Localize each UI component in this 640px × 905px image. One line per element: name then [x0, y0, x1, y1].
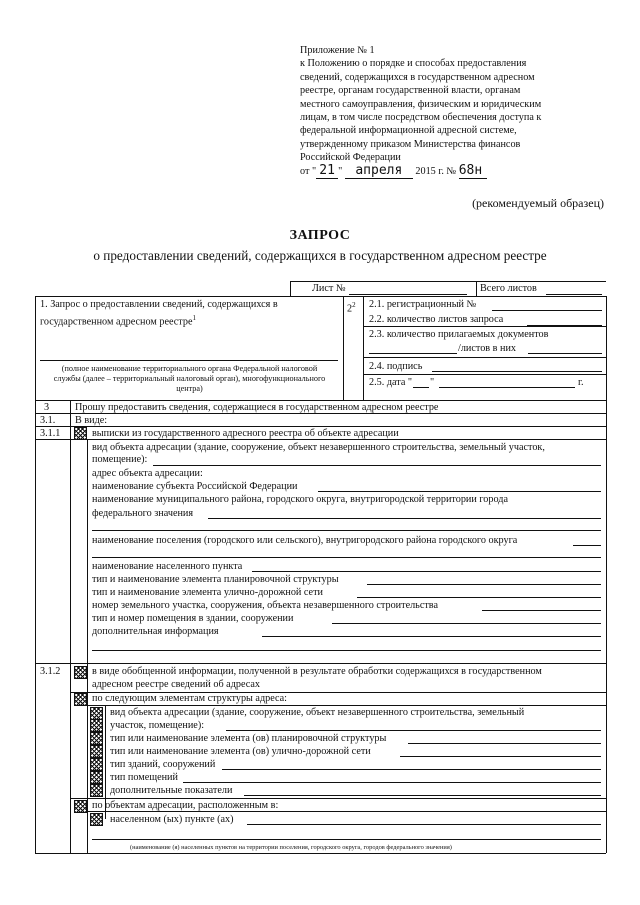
- planning-element-label: тип и наименование элемента планировочной структуры: [92, 574, 339, 585]
- element-buildings: тип зданий, сооружений: [110, 759, 216, 770]
- date-month-field[interactable]: [439, 387, 575, 388]
- address-label: адрес объекта адресации:: [92, 468, 203, 479]
- date-label: 2.5. дата ": [369, 377, 413, 388]
- page-title: ЗАПРОС: [289, 228, 351, 243]
- signature-field[interactable]: [432, 371, 602, 372]
- reg-number-label: 2.1. регистрационный №: [369, 299, 477, 310]
- element-planning: тип или наименование элемента (ов) планировочной структуры: [110, 733, 387, 744]
- settlement-checkbox[interactable]: [90, 813, 103, 826]
- premise-field[interactable]: [332, 623, 601, 624]
- appendix-line: утвержденному приказом Министерства финансов: [300, 138, 521, 150]
- land-number-field[interactable]: [482, 610, 601, 611]
- appendix-line: лицам, в том числе посредством обеспечения доступа к: [300, 112, 542, 124]
- street-element-label: тип и наименование элемента улично-дорожной сети: [92, 587, 323, 598]
- street-element-field[interactable]: [357, 597, 601, 598]
- settlement-district-label: наименование поселения (городского или сельского), внутригородского района городского округа: [92, 535, 518, 546]
- sheet-number-label: Лист №: [312, 283, 346, 294]
- appendix-line: Российской Федерации: [300, 152, 401, 164]
- total-sheets-label: Всего листов: [480, 283, 537, 294]
- order-year: 2015 г. №: [415, 166, 457, 177]
- date-day-field[interactable]: [413, 387, 429, 388]
- municipal-field[interactable]: [208, 518, 601, 519]
- element-additional-field[interactable]: [244, 795, 601, 796]
- municipal-field-extra[interactable]: [92, 530, 601, 531]
- element-checkbox[interactable]: [90, 745, 103, 758]
- element-checkbox[interactable]: [90, 719, 103, 732]
- total-sheets-field[interactable]: [546, 294, 602, 295]
- additional-info-field-extra[interactable]: [92, 650, 601, 651]
- by-elements-label: по следующим элементам структуры адреса:: [92, 693, 288, 704]
- settlement-district-field[interactable]: [573, 545, 601, 546]
- extract-checkbox[interactable]: [74, 427, 87, 440]
- order-day: 21: [316, 163, 338, 179]
- settlement-label: населенном (ых) пункте (ах): [110, 814, 234, 825]
- attached-docs-field[interactable]: [369, 353, 457, 354]
- reg-number-field[interactable]: [492, 310, 602, 311]
- settlement-caption: (наименование (я) населенных пунктов на территории поселения, городского округа, городов федерального значения): [130, 844, 452, 851]
- section-312-num: 3.1.2: [40, 666, 61, 677]
- element-object-type-2: участок, помещение):: [110, 720, 205, 731]
- section-31-num: 3.1.: [40, 415, 56, 426]
- section-31-text: В виде:: [75, 415, 108, 426]
- municipal-label: наименование муниципального района, городского округа, внутригородской территории города: [92, 494, 508, 505]
- settlement-field[interactable]: [247, 824, 601, 825]
- section-1-label: 1. Запрос о предоставлении сведений, содержащихся в государственном адресном реестре$^1$: [40, 299, 278, 327]
- order-month: апреля: [345, 163, 413, 179]
- extract-title: выписки из государственного адресного реестра об объекте адресации: [92, 428, 399, 439]
- appendix-line: реестре, органам государственной власти, органам: [300, 85, 521, 97]
- land-number-label: номер земельного участка, сооружения, объекта незавершенного строительства: [92, 600, 439, 611]
- appendix-line: федеральной информационной адресной системе,: [300, 125, 517, 137]
- section-311-num: 3.1.1: [40, 428, 61, 439]
- territorial-organ-field[interactable]: [40, 360, 338, 361]
- planning-element-field[interactable]: [367, 584, 601, 585]
- element-additional: дополнительные показатели: [110, 785, 233, 796]
- docs-sheets-label: /листов в них: [458, 343, 517, 354]
- municipal-label-2: федерального значения: [92, 508, 194, 519]
- date-year-label: г.: [578, 377, 584, 388]
- additional-info-label: дополнительная информация: [92, 626, 219, 637]
- sheet-number-field[interactable]: [349, 294, 467, 295]
- element-checkbox[interactable]: [90, 784, 103, 797]
- section-3-num: 3: [44, 402, 50, 413]
- order-date-line: от " 21 " апреля 2015 г. № 68н: [300, 163, 487, 179]
- attached-docs-label: 2.3. количество прилагаемых документов: [369, 329, 549, 340]
- section-1-caption: (полное наименование территориального органа Федеральной налоговой службы (далее – территориальный налоговый орган), многофункционального центра): [53, 364, 326, 393]
- element-street: тип или наименование элемента (ов) улично-дорожной сети: [110, 746, 371, 757]
- element-planning-field[interactable]: [408, 743, 601, 744]
- signature-label: 2.4. подпись: [369, 361, 423, 372]
- subject-label: наименование субъекта Российской Федерации: [92, 481, 298, 492]
- element-street-field[interactable]: [400, 756, 601, 757]
- element-premises: тип помещений: [110, 772, 178, 783]
- subject-field[interactable]: [318, 491, 601, 492]
- premise-label: тип и номер помещения в здании, сооружении: [92, 613, 294, 624]
- by-objects-checkbox[interactable]: [74, 800, 87, 813]
- element-checkbox[interactable]: [90, 732, 103, 745]
- summary-checkbox[interactable]: [74, 666, 87, 679]
- appendix-line: Приложение № 1: [300, 45, 375, 56]
- element-premises-field[interactable]: [183, 782, 601, 783]
- element-object-type: вид объекта адресации (здание, сооружение, объект незавершенного строительства, земельный: [110, 707, 525, 718]
- appendix-block: [300, 44, 605, 165]
- section-3-text: Прошу предоставить сведения, содержащиеся в государственном адресном реестре: [75, 402, 439, 413]
- page-subtitle: о предоставлении сведений, содержащихся в государственном адресном реестре: [93, 248, 547, 263]
- by-elements-checkbox[interactable]: [74, 693, 87, 706]
- docs-sheets-field[interactable]: [528, 353, 602, 354]
- object-type-label: вид объекта адресации (здание, сооружение, объект незавершенного строительства, земельный участок,: [92, 442, 545, 453]
- summary-title-1: в виде обобщенной информации, полученной в результате обработки содержащихся в государственном: [92, 666, 542, 677]
- settlement-field-extra[interactable]: [92, 839, 601, 840]
- appendix-line: местного самоуправления, физическим и юридическим: [300, 98, 542, 110]
- recommended-sample: (рекомендуемый образец): [472, 196, 604, 210]
- element-checkbox[interactable]: [90, 771, 103, 784]
- locality-label: наименование населенного пункта: [92, 561, 243, 572]
- object-type-label-2: помещение):: [92, 454, 148, 465]
- object-type-field[interactable]: [153, 465, 601, 466]
- element-buildings-field[interactable]: [222, 769, 601, 770]
- by-objects-label: по объектам адресации, расположенным в:: [92, 800, 279, 811]
- request-sheets-label: 2.2. количество листов запроса: [369, 314, 504, 325]
- order-prefix: от ": [300, 166, 317, 177]
- appendix-line: сведений, содержащихся в государственном адресном: [300, 71, 535, 83]
- settlement-district-field-extra[interactable]: [92, 557, 601, 558]
- additional-info-field[interactable]: [262, 636, 601, 637]
- appendix-line: к Положению о порядке и способах предоставления: [300, 58, 527, 70]
- element-checkbox[interactable]: [90, 758, 103, 771]
- section-2-num: $2^2$: [347, 301, 356, 315]
- element-object-type-field[interactable]: [226, 730, 601, 731]
- summary-title-2: адресном реестре сведений об адресах: [92, 679, 261, 690]
- date-mid-quote: ": [430, 377, 435, 388]
- order-number: 68н: [459, 163, 487, 179]
- locality-field[interactable]: [252, 571, 601, 572]
